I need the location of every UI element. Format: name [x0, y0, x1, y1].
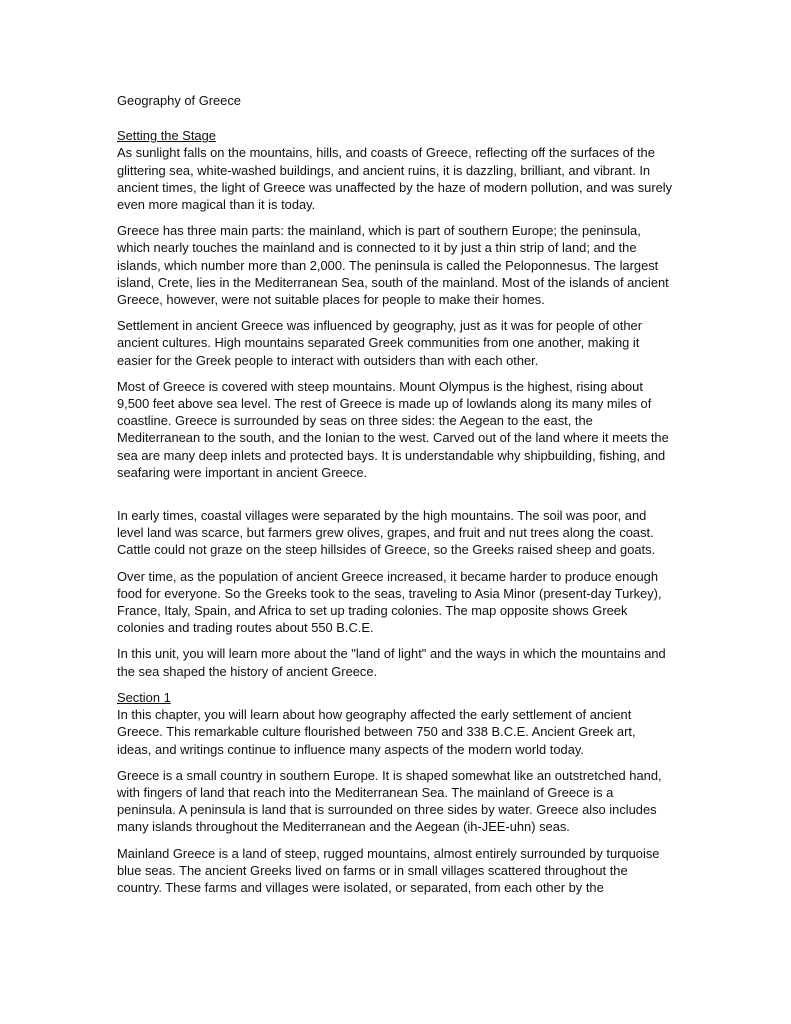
document-title: Geography of Greece — [117, 93, 241, 108]
paragraph: In this chapter, you will learn about how geography affected the early settlement of ancient Greece. This remarkable culture flourished between 750 and 338 B.C.E. Ancient Greek art, ideas, and writings continue to influence many aspects of the modern world today. — [117, 707, 636, 757]
paragraph: Mainland Greece is a land of steep, rugged mountains, almost entirely surrounded by turquoise blue seas. The ancient Greeks lived on farms or in small villages scattered throughout the country. These farms and villages were isolated, or separated, from each other by the — [117, 845, 660, 895]
paragraph: In early times, coastal villages were separated by the high mountains. The soil was poor, and level land was scarce, but farmers grew olives, grapes, and fruit and nut trees along the coast. Cattle could not graze on the steep hillsides of Greece, so the Greeks raised sheep and goats. — [117, 508, 656, 558]
section-heading-section-1: Section 1 — [117, 689, 171, 705]
paragraph: Over time, as the population of ancient Greece increased, it became harder to produce enough food for everyone. So the Greeks took to the seas, traveling to Asia Minor (present-day Turkey), France, Italy, Spain, and Africa to set up trading colonies. The map opposite shows Greek colonies and trading routes about 550 B.C.E. — [117, 568, 662, 636]
paragraph: In this unit, you will learn more about the "land of light" and the ways in which the mountains and the sea shaped the history of ancient Greece. — [117, 646, 666, 679]
paragraph: Settlement in ancient Greece was influenced by geography, just as it was for people of other ancient cultures. High mountains separated Greek communities from one another, making it easier for the Greek people to interact with outsiders than with each other. — [117, 318, 642, 368]
paragraph: Greece has three main parts: the mainland, which is part of southern Europe; the peninsula, which nearly touches the mainland and is connected to it by just a thin strip of land; and the islands, which number more than 2,000. The peninsula is called the Peloponnesus. The largest island, Crete, lies in the Mediterranean Sea, south of the mainland. Most of the islands of ancient Greece, however, were not suitable places for people to make their homes. — [117, 223, 669, 308]
paragraph: Most of Greece is covered with steep mountains. Mount Olympus is the highest, rising about 9,500 feet above sea level. The rest of Greece is made up of lowlands along its many miles of coastline. Greece is surrounded by seas on three sides: the Aegean to the east, the Mediterranean to the south, and the Ionian to the west. Carved out of the land where it meets the sea are many deep inlets and protected bays. It is understandable why shipbuilding, fishing, and seafaring were important in ancient Greece. — [117, 378, 669, 480]
document-page — [117, 92, 673, 905]
section-heading-setting-the-stage: Setting the Stage — [117, 128, 216, 144]
paragraph: Greece is a small country in southern Europe. It is shaped somewhat like an outstretched hand, with fingers of land that reach into the Mediterranean Sea. The mainland of Greece is a peninsula. A peninsula is land that is surrounded on three sides by water. Greece also includes many islands throughout the Mediterranean and the Aegean (ih-JEE-uhn) seas. — [117, 767, 662, 835]
paragraph: As sunlight falls on the mountains, hills, and coasts of Greece, reflecting off the surfaces of the glittering sea, white-washed buildings, and ancient ruins, it is dazzling, brilliant, and vibrant. In ancient times, the light of Greece was unaffected by the haze of modern pollution, and was surely even more magical than it is today. — [117, 145, 673, 213]
